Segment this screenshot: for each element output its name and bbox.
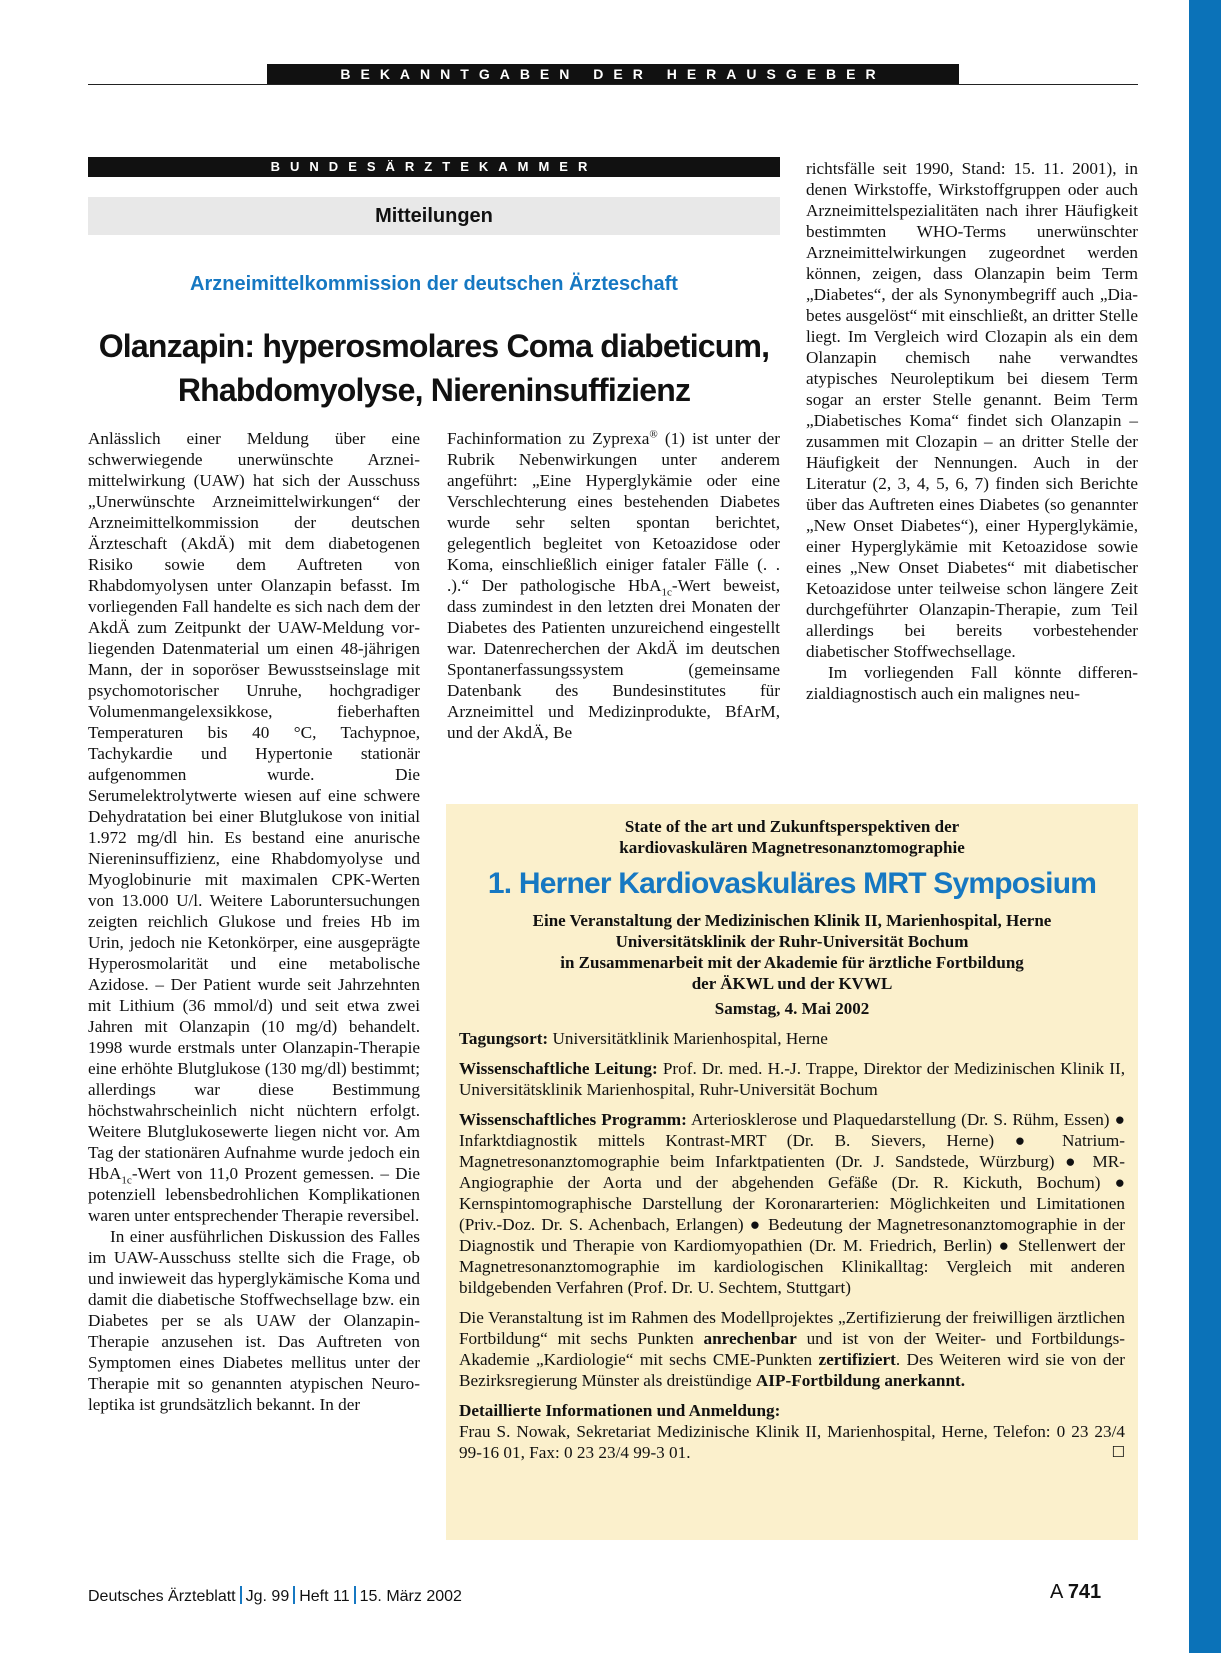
page-footer: [88, 1586, 462, 1606]
header-rule: [88, 84, 1138, 85]
end-mark-icon: ☐: [1111, 1443, 1125, 1461]
page-banner: BEKANNTGABEN DER HERAUSGEBER: [267, 64, 959, 84]
announcement-subtitle: State of the art und Zukunftsperspektiven der kardiovaskulären Magnetresonanztomographie: [619, 817, 965, 857]
announcement-certification: Die Veranstaltung ist im Rahmen des Modellprojektes „Zertifizierung der freiwilligen ärztlichen Fortbildung“ mit sechs Punkten anrechenbar und ist von der Weiter- und Fortbildungs-Akademie „Kardiologie“ mit sechs CME-Punkten zertifiziert. Des Weiteren wird sie von der Bezirksregierung Münster als dreistündige AIP-Fortbildung anerkannt.: [459, 1308, 1125, 1390]
article-column-2: [447, 428, 780, 743]
col1-paragraph-2: In einer ausführlichen Diskussion des Falles im UAW-Ausschuss stellte sich die Frage, ob und inwieweit das hyperglykämische Koma und damit die diabetische Stoffwechsellage bzw. ein Diabetes per se als UAW der Olanzapin-Therapie anzusehen ist. Das Auftreten von Symptomen eines Diabetes mellitus unter der Therapie mit so genannten atypischen Neuroleptika ist grundsätzlich bekannt. In der: [88, 1227, 420, 1414]
footer-separator: [240, 1586, 242, 1604]
announcement-title: 1. Herner Kardiovaskuläres MRT Symposium: [487, 867, 1097, 900]
announcement-program: Wissenschaftliches Programm: Arteriosklerose und Plaquedarstellung (Dr. S. Rühm, Essen) ● Infarktdiagnostik mittels Kontrast-MRT (Dr. B. Sievers, Herne) ● Natrium-Magnetresonanztomographie beim Infarktpatienten (Dr. J. Sandstede, Würzburg) ● MR-Angiographie der Aorta und der abgehenden Gefäße (Dr. R. Kickuth, Bochum) ● Kernspintomographische Darstellung der Koronararterien: Möglichkeiten und Limitationen (Priv.-Doz. Dr. S. Achenbach, Erlangen) ● Bedeutung der Magnetresonanztomographie in der Diagnostik und Therapie von Kardiomyopathien (Dr. M. Friedrich, Berlin) ● Stellenwert der Magnetresonanztomographie im kardiologischen Klinikalltag: Vergleich mit anderen bildgebenden Verfahren (Prof. Dr. U. Sechtem, Stuttgart): [459, 1110, 1125, 1297]
article-column-3: [806, 158, 1138, 704]
contact-label: Detaillierte Informationen und Anmeldung:: [459, 1401, 781, 1420]
journal-issue: Heft 11: [299, 1588, 350, 1605]
announcement-venue: Tagungsort: Universitätklinik Marienhospital, Herne: [459, 1029, 828, 1048]
col3-paragraph-1: richtsfälle seit 1990, Stand: 15. 11. 2001), in denen Wirkstoffe, Wirkstoffgruppen oder auch Arzneimittelspezialitäten nach ihrer Häufigkeit bestimmten WHO-Terms unerwünschter Arzneimittelwirkungen zugeordnet werden können, zeigen, dass Olanzapin beim Term „Diabetes“, der als Synonymbegriff auch „Diabetes ausgelöst“ mit einschließt, an dritter Stelle liegt. Im Vergleich wird Clozapin als ein dem Olanzapin chemisch nahe verwandtes atypisches Neuroleptikum bei diesem Term sogar an erster Stelle genannt. Beim Term „Diabetisches Koma“ findet sich Olanzapin – zusammen mit Clozapin – an dritter Stelle der Häufigkeit der Nennungen. Auch in der Literatur (2, 3, 4, 5, 6, 7) finden sich Berichte über das Auftreten eines Diabetes (so genannter „New Onset Diabetes“), einer Hyperglykämie, einer Hyperglykämie mit Ketoazidose sowie eines „New Onset Diabetes“ mit diabetischer Ketoazidose unter teilweise schon längere Zeit durchgeführter Olanzapin-Therapie, zum Teil allerdings bei bereits vorbestehender diabetischer Stoffwechsellage.: [806, 159, 1138, 661]
headline-line-2: Rhabdomyolyse, Niereninsuffizienz: [177, 372, 691, 408]
subsection-title: Mitteilungen: [88, 197, 780, 235]
article-kicker: Arzneimittelkommission der deutschen Ärzteschaft: [190, 273, 678, 295]
side-color-bar: [1189, 0, 1221, 1653]
journal-volume: Jg. 99: [245, 1588, 290, 1605]
announcement-organizer: Eine Veranstaltung der Medizinischen Klinik II, Marienhospital, Herne Universitätsklinik der Ruhr-Universität Bochum in Zusammenarbeit mit der Akademie für ärztliche Fortbildung der ÄKWL und der KVWL: [532, 911, 1052, 993]
contact-details: Frau S. Nowak, Sekretariat Medizinische Klinik II, Marienhospital, Herne, Telefon: 0 23 23/4 99-16 01, Fax: 0 23 23/4 99-3 01.: [459, 1422, 1125, 1462]
footer-separator: [354, 1586, 356, 1604]
col3-paragraph-2: Im vorliegenden Fall könnte differenzialdiagnostisch auch ein malignes neu-: [806, 663, 1138, 703]
article-headline: [82, 324, 786, 412]
article-column-1: [88, 428, 420, 1415]
announcement-date: Samstag, 4. Mai 2002: [714, 999, 870, 1018]
col1-paragraph-1: Anlässlich einer Meldung über eine schwerwiegende unerwünschte Arzneimittelwirkung (UAW) hat sich der Ausschuss „Unerwünschte Arzneimittelwirkungen“ der Arzneimittelkommission der deutschen Ärzteschaft (AkdÄ) mit dem diabetogenen Risiko sowie dem Auftreten von Rhabdomyolysen unter Olanzapin befasst. Im vorliegenden Fall handelte es sich nach dem der AkdÄ zum Zeitpunkt der UAW-Meldung vorliegenden Datenmaterial um einen 48-jährigen Mann, der in soporöser Bewusstseinslage mit psychomotorischer Unruhe, hochgradiger Volumenmangelexsikkose, fieberhaften Temperaturen bis 40 °C, Tachypnoe, Tachykardie und Hypertonie stationär aufgenommen wurde. Die Serumelektrolytwerte wiesen auf eine schwere Dehydratation bei einer Blutglukose von initial 1.972 mg/dl hin. Es bestand eine anurische Niereninsuffizienz, eine Rhabdomyolyse und Myoglobinurie mit maximalen CPK-Werten von 13.000 U/l. Weitere Laboruntersuchungen zeigten reichlich Glukose und freies Hb im Urin, jedoch nie Ketonkörper, eine ausgeprägte Hyperosmolarität und eine metabolische Azidose. – Der Patient wurde seit Jahrzehnten mit Lithium (36 mmol/d) und seit etwa zwei Jahren mit Olanzapin (10 mg/d) behandelt. 1998 wurde erstmals unter Olanzapin-Therapie eine erhöhte Blutglukose (130 mg/dl) bestimmt; allerdings war diese Bestimmung höchstwahrscheinlich nicht nüchtern erfolgt. Weitere Blutglukosewerte liegen nicht vor. Am Tag der stationären Aufnahme wurde jedoch ein HbA$_{1c}$-Wert von 11,0 Prozent gemessen. – Die potenziell lebensbedrohlichen Komplikationen waren unter entsprechender Therapie reversibel.: [88, 429, 420, 1225]
journal-date: 15. März 2002: [359, 1588, 462, 1605]
section-bar: BUNDESÄRZTEKAMMER: [88, 157, 780, 177]
announcement-lead: Wissenschaftliche Leitung: Prof. Dr. med. H.-J. Trappe, Direktor der Medizinischen Klinik II, Universitätsklinik Marienhospital, Ruhr-Universität Bochum: [459, 1059, 1125, 1099]
footer-separator: [293, 1586, 295, 1604]
announcement-contact: [459, 1400, 1125, 1463]
journal-name: Deutsches Ärzteblatt: [88, 1588, 236, 1605]
page-number: A 741: [1050, 1581, 1102, 1603]
symposium-announcement-box: [446, 804, 1138, 1540]
col2-paragraph: Fachinformation zu Zyprexa® (1) ist unter der Rubrik Nebenwirkungen unter anderem angeführt: „Eine Hyperglykämie oder eine Verschlechterung eines bestehenden Diabetes wurde sehr selten spontan berichtet, gelegentlich begleitet von Ketoazidose oder Koma, einschließlich einiger fataler Fälle (. . .).“ Der pathologische HbA$_{1c}$-Wert beweist, dass zumindest in den letzten drei Monaten der Diabetes des Patienten unzureichend eingestellt war. Datenrecherchen der AkdÄ im deutschen Spontanerfassungssystem (gemeinsame Datenbank des Bundesinstitutes für Arzneimittel und Medizinprodukte, BfArM, und der AkdÄ, Be: [447, 428, 780, 742]
headline-line-1: Olanzapin: hyperosmolares Coma diabeticum,: [98, 328, 770, 364]
